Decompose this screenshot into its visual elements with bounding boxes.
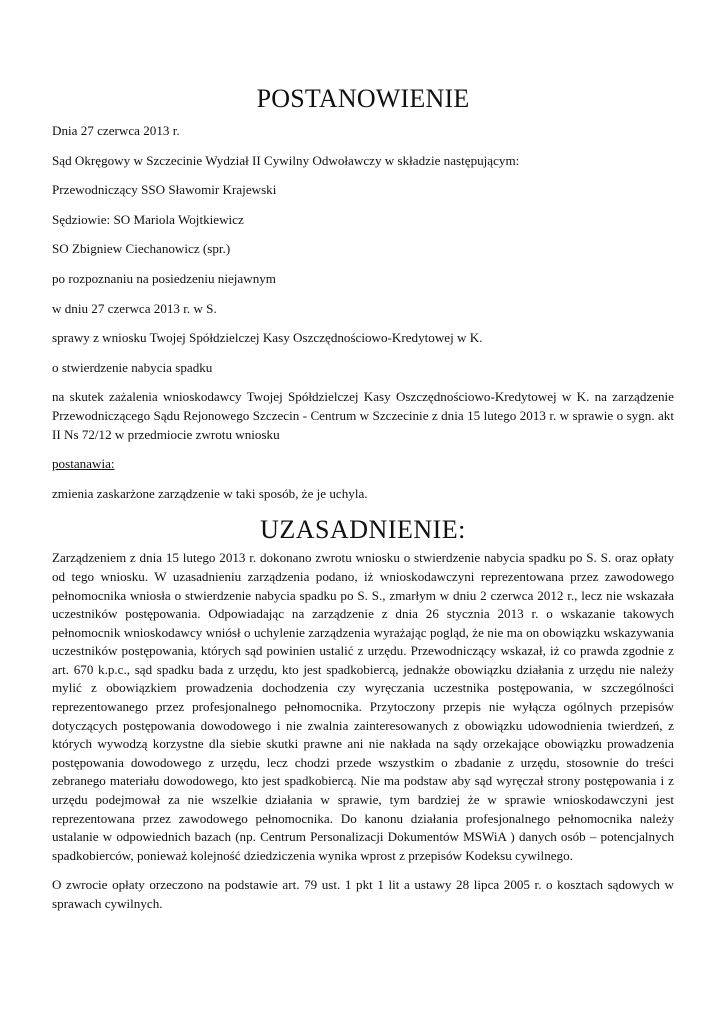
justification-title: UZASADNIENIE: [260, 515, 466, 545]
judges-line: Sędziowie: SO Mariola Wojtkiewicz [52, 211, 244, 227]
date-place-line: w dniu 27 czerwca 2013 r. w S. [52, 300, 217, 316]
justification-paragraph-1: Zarządzeniem z dnia 15 lutego 2013 r. dokonano zwrotu wniosku o stwierdzenie nabycia spadku po S. S. oraz opłaty od tego wniosku. W uzasadnieniu zarządzenia podano, iż wnioskodawczyni reprezentowana przez zawodowego pełnomocnika wniosła o stwierdzenie nabycia spadku po S. S., zmarłym w dniu 2 czerwca 2012 r., lecz nie wskazała uczestników postępowania. Odpowiadając na zarządzenie z dnia 26 stycznia 2013 r. o wskazanie takowych pełnomocnik wnioskodawcy wniósł o uchylenie zarządzenia wyrażając pogląd, że nie ma on obowiązku wskazywania uczestników postępowania, których sąd powinien ustalić z urzędu. Przewodniczący wskazał, iż co prawda zgodnie z art. 670 k.p.c., sąd spadku bada z urzędu, kto jest spadkobiercą, jednakże obowiązku działania z urzędu nie należy mylić z obowiązkiem prowadzenia dochodzenia czy wyręczania uczestnika postępowania, w szczególności reprezentowanego przez profesjonalnego pełnomocnika. Przytoczony przepis nie wyłącza ogólnych przepisów dotyczących postępowania dowodowego i nie zwalnia zainteresowanych z obowiązku udowodnienia twierdzeń, z których wywodzą korzystne dla siebie skutki prawne ani nie nakłada na sądy orzekające obowiązku prowadzenia postępowania dowodowego z urzędu, lecz chodzi przede wszystkim o zbadanie z urzędu, stosownie do treści zebranego materiału dowodowego, kto jest spadkobiercą. Nie ma podstaw aby sąd wyręczał strony postępowania i z urzędu podejmował za nie wszelkie działania w sprawie, tym bardziej że w sprawie wnioskodawczyni jest reprezentowana przez zawodowego pełnomocnika. Do kanonu działania profesjonalnego pełnomocnika należy ustalanie w odpowiednich bazach (np. Centrum Personalizacji Dokumentów MSWiA ) danych osób – potencjalnych spadkobierców, ponieważ kolejność dziedziczenia wynika wprost z przepisów Kodeksu cywilnego. [52, 550, 674, 863]
document-title: POSTANOWIENIE [256, 84, 470, 113]
complaint-paragraph: na skutek zażalenia wnioskodawcy Twojej Spółdzielczej Kasy Oszczędnościowo-Kredytowej w K. na zarządzenie Przewodniczącego Sądu Rejonowego Szczecin - Centrum w Szczecinie z dnia 15 lutego 2013 r. w sprawie o sygn. akt II Ns 72/12 w przedmiocie zwrotu wniosku [52, 389, 674, 442]
ruling-line: zmienia zaskarżone zarządzenie w taki sposób, że je uchyla. [52, 485, 368, 501]
date-line: Dnia 27 czerwca 2013 r. [52, 123, 180, 138]
review-line: po rozpoznaniu na posiedzeniu niejawnym [52, 270, 276, 286]
subject-line: o stwierdzenie nabycia spadku [52, 359, 213, 375]
presiding-judge: Przewodniczący SSO Sławomir Krajewski [52, 182, 277, 198]
judge-reporter: SO Zbigniew Ciechanowicz (spr.) [52, 241, 231, 257]
court-line: Sąd Okręgowy w Szczecinie Wydział II Cywilny Odwoławczy w składzie następującym: [52, 152, 520, 168]
document-page [52, 84, 674, 914]
justification-paragraph-2: O zwrocie opłaty orzeczono na podstawie art. 79 ust. 1 pkt 1 lit a ustawy 28 lipca 2005 r. o kosztach sądowych w sprawach cywilnych. [52, 877, 674, 911]
case-line: sprawy z wniosku Twojej Spółdzielczej Kasy Oszczędnościowo-Kredytowej w K. [52, 330, 483, 346]
decides-label: postanawia: [52, 456, 115, 472]
